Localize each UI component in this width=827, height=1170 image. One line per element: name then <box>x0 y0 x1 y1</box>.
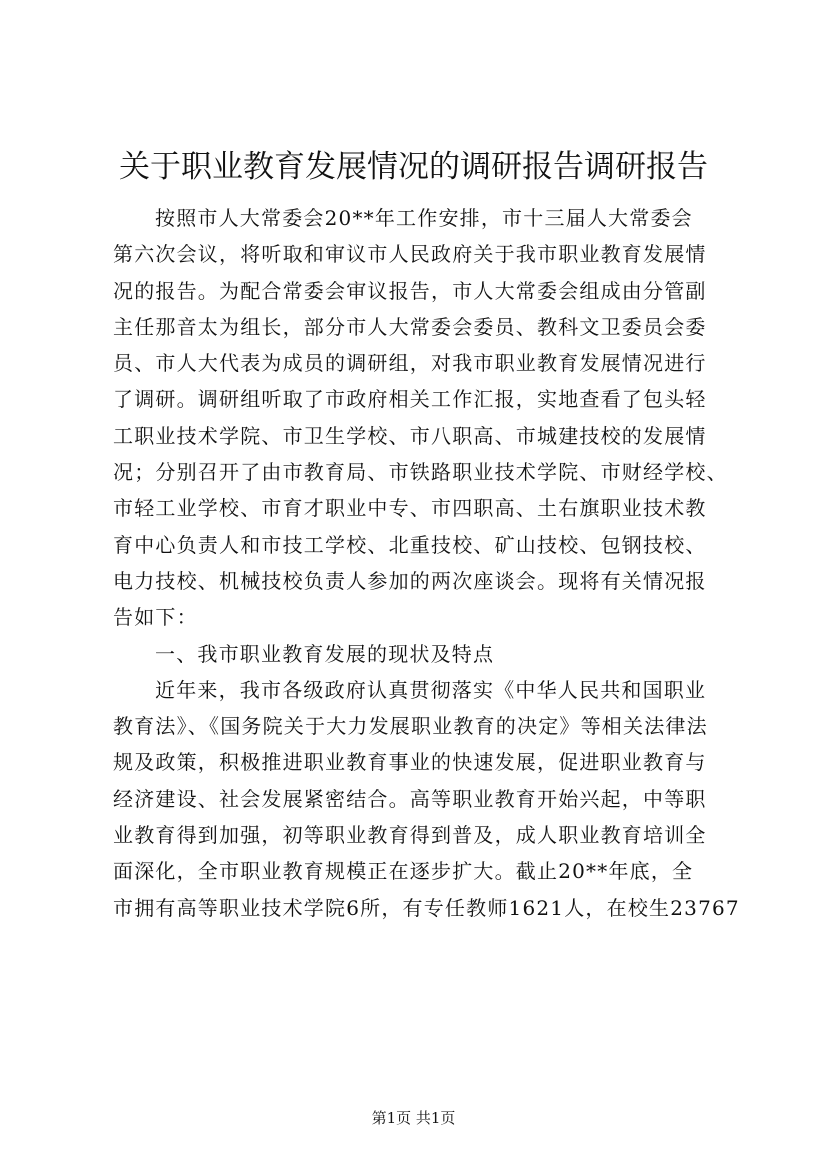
paragraph-line: 育中心负责人和市技工学校、北重技校、矿山技校、包钢技校、 <box>113 532 707 557</box>
paragraph-line: 员、市人大代表为成员的调研组，对我市职业教育发展情况进行 <box>113 351 707 376</box>
page-footer: 第1页 共1页 <box>371 1109 456 1127</box>
paragraph-line: 面深化，全市职业教育规模正在逐步扩大。截止20**年底，全 <box>113 859 694 884</box>
paragraph-line: 告如下： <box>113 605 198 630</box>
paragraph-line: 近年来，我市各级政府认真贯彻落实《中华人民共和国职业 <box>155 677 707 702</box>
paragraph-line: 市轻工业学校、市育才职业中专、市四职高、土右旗职业技术教 <box>113 496 707 521</box>
paragraph-line: 主任那音太为组长，部分市人大常委会委员、教科文卫委员会委 <box>113 314 707 339</box>
document-body <box>113 200 740 926</box>
paragraph-line: 况的报告。为配合常委会审议报告，市人大常委会组成由分管副 <box>113 278 707 303</box>
paragraph-line: 市拥有高等职业技术学院6所，有专任教师1621人，在校生23767 <box>113 895 740 920</box>
paragraph-line: 况；分别召开了由市教育局、市铁路职业技术学院、市财经学校、 <box>113 460 728 485</box>
section-heading: 一、我市职业教育发展的现状及特点 <box>155 641 495 666</box>
paragraph-line: 规及政策，积极推进职业教育事业的快速发展，促进职业教育与 <box>113 750 707 775</box>
paragraph-line: 电力技校、机械技校负责人参加的两次座谈会。现将有关情况报 <box>113 568 707 593</box>
paragraph-line: 第六次会议，将听取和审议市人民政府关于我市职业教育发展情 <box>113 242 707 267</box>
paragraph-line: 工职业技术学院、市卫生学校、市八职高、市城建技校的发展情 <box>113 423 707 448</box>
paragraph-line: 经济建设、社会发展紧密结合。高等职业教育开始兴起，中等职 <box>113 786 707 811</box>
paragraph-line: 教育法》、《国务院关于大力发展职业教育的决定》等相关法律法 <box>113 714 708 739</box>
paragraph-line: 业教育得到加强，初等职业教育得到普及，成人职业教育培训全 <box>113 823 707 848</box>
document-title: 关于职业教育发展情况的调研报告调研报告 <box>119 149 708 185</box>
paragraph-line: 了调研。调研组听取了市政府相关工作汇报，实地查看了包头轻 <box>113 387 707 412</box>
paragraph-line: 按照市人大常委会20**年工作安排，市十三届人大常委会 <box>155 206 693 230</box>
